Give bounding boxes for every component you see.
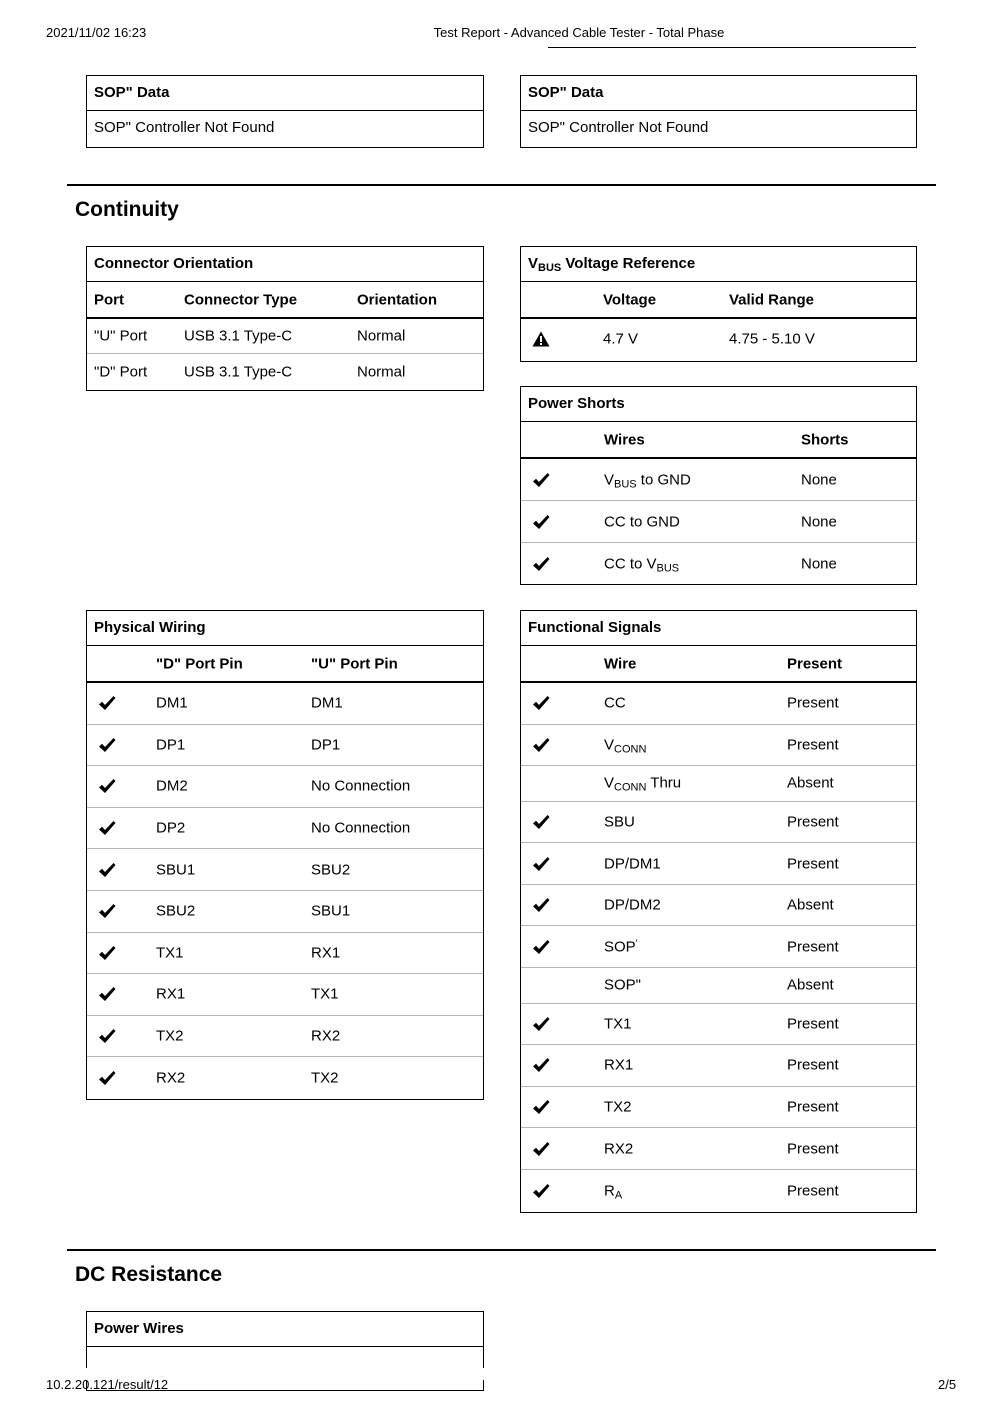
d-port-pin-cell: TX2 (156, 1027, 184, 1045)
vbus-voltage-title (521, 247, 916, 282)
connector-orientation-title: Connector Orientation (87, 247, 483, 282)
col-voltage: Voltage (603, 291, 657, 308)
sop-data-left-text: SOP" Controller Not Found (94, 119, 275, 136)
u-port-pin-cell: DM1 (311, 694, 343, 712)
wire-cell (604, 1140, 633, 1157)
functional-signals-card (520, 610, 917, 1213)
sop-data-right-card (520, 75, 917, 148)
physical-wiring-card (86, 610, 484, 1100)
wire-text: RX1 (604, 1056, 634, 1074)
orientation-cell: Normal (357, 363, 406, 380)
col-d-port-pin: "D" Port Pin (156, 655, 243, 672)
wire-cell (604, 1099, 632, 1116)
present-cell: Present (787, 1182, 839, 1200)
wire-text: SBU (604, 813, 635, 831)
present-cell: Present (787, 938, 839, 956)
wire-superscript: ' (635, 938, 638, 950)
table-row (521, 1128, 916, 1170)
wire-cell (604, 695, 626, 712)
sop-data-left-title: SOP" Data (87, 76, 483, 111)
orientation-cell: Normal (357, 327, 406, 345)
power-shorts-card (520, 386, 917, 585)
connector-orientation-header (87, 282, 483, 319)
table-row (87, 974, 483, 1016)
col-valid-range: Valid Range (729, 291, 815, 308)
voltage-cell: 4.7 V (603, 330, 639, 348)
wire-text: to GND (636, 471, 691, 488)
u-port-pin-cell: RX1 (311, 944, 341, 962)
checkmark-icon (98, 903, 116, 919)
sop-data-left-card (86, 75, 484, 148)
checkmark-icon (98, 862, 116, 878)
continuity-heading: Continuity (75, 198, 179, 221)
wires-cell (604, 556, 679, 573)
dc-resistance-rule (67, 1249, 936, 1251)
wire-text: TX1 (604, 1015, 632, 1033)
physical-wiring-title: Physical Wiring (87, 611, 483, 646)
checkmark-icon (532, 1057, 550, 1073)
power-wires-title: Power Wires (87, 1312, 483, 1347)
u-port-pin-cell: DP1 (311, 736, 341, 754)
table-row (521, 1087, 916, 1129)
wire-text: V (604, 471, 615, 488)
table-row (87, 849, 483, 891)
present-cell: Present (787, 736, 839, 754)
table-row (521, 766, 916, 802)
table-row (87, 933, 483, 975)
wire-text: DP/DM2 (604, 896, 661, 914)
physical-wiring-rows (87, 683, 483, 1099)
wire-cell (604, 1015, 632, 1032)
checkmark-icon (532, 814, 550, 830)
table-row (87, 1016, 483, 1058)
col-orientation: Orientation (357, 291, 438, 308)
checkmark-icon (98, 986, 116, 1002)
title-subscript: BUS (538, 262, 562, 274)
present-cell: Present (787, 855, 839, 873)
physical-wiring-header (87, 646, 483, 683)
d-port-pin-cell: RX1 (156, 985, 186, 1003)
present-cell: Present (787, 1056, 839, 1074)
checkmark-icon (532, 472, 550, 488)
functional-signals-title: Functional Signals (521, 611, 916, 646)
wire-cell (604, 775, 681, 792)
wires-cell: CC to GND (604, 513, 680, 530)
checkmark-icon (532, 695, 550, 711)
table-row (521, 885, 916, 927)
checkmark-icon (98, 1070, 116, 1086)
table-row (521, 501, 916, 543)
checkmark-icon (532, 737, 550, 753)
wire-text: TX2 (604, 1098, 632, 1116)
wire-cell (604, 736, 647, 756)
table-row (87, 891, 483, 933)
d-port-pin-cell: DM2 (156, 777, 188, 795)
connector-type-cell: USB 3.1 Type-C (184, 363, 293, 380)
table-row (87, 354, 483, 389)
shorts-cell: None (801, 555, 837, 573)
checkmark-icon (98, 820, 116, 836)
wire-text: DP/DM1 (604, 855, 661, 873)
d-port-pin-cell: DP1 (156, 736, 186, 754)
u-port-pin-cell: TX1 (311, 985, 339, 1003)
checkmark-icon (98, 1028, 116, 1044)
wire-text: SOP (604, 938, 636, 956)
footer-url: 10.2.20.121/result/12 (46, 1377, 169, 1392)
d-port-pin-cell: DP2 (156, 819, 186, 837)
table-row (521, 1045, 916, 1087)
col-shorts: Shorts (801, 431, 849, 448)
present-cell: Present (787, 694, 839, 712)
checkmark-icon (98, 695, 116, 711)
col-connector-type: Connector Type (184, 291, 298, 308)
checkmark-icon (98, 778, 116, 794)
wire-subscript: CONN (614, 781, 647, 794)
table-row (521, 459, 916, 501)
continuity-rule (67, 184, 936, 186)
col-wires: Wires (604, 431, 645, 448)
d-port-pin-cell: TX1 (156, 944, 184, 962)
table-row (87, 766, 483, 808)
col-port: Port (94, 291, 124, 308)
checkmark-icon (98, 945, 116, 961)
wire-cell (604, 1057, 633, 1074)
port-cell: "U" Port (94, 327, 148, 345)
valid-range-cell: 4.75 - 5.10 V (729, 330, 815, 348)
u-port-pin-cell: TX2 (311, 1069, 339, 1087)
wire-cell (604, 977, 641, 994)
table-row (521, 1170, 916, 1212)
wire-text: RX2 (604, 1140, 634, 1158)
wire-text: V (604, 736, 615, 754)
checkmark-icon (532, 1099, 550, 1115)
table-row (87, 1057, 483, 1099)
u-port-pin-cell: SBU2 (311, 861, 351, 879)
wire-text: CC to V (604, 555, 657, 573)
sop-data-right-text: SOP" Controller Not Found (528, 119, 709, 136)
header-rule (548, 47, 916, 48)
wire-subscript: A (614, 1189, 623, 1202)
wire-text: R (604, 1182, 615, 1200)
table-row (521, 319, 916, 359)
power-shorts-title: Power Shorts (521, 387, 916, 422)
table-row (521, 1004, 916, 1046)
present-cell: Present (787, 1015, 839, 1033)
present-cell: Present (787, 1140, 839, 1158)
table-row (87, 808, 483, 850)
present-cell: Present (787, 1098, 839, 1116)
d-port-pin-cell: SBU1 (156, 861, 196, 879)
wire-subscript: CONN (614, 743, 647, 756)
present-cell: Present (787, 813, 839, 831)
page-number: 2/5 (938, 1377, 957, 1392)
present-cell: Absent (787, 774, 834, 792)
wire-text: SOP" (604, 976, 642, 994)
table-row (521, 683, 916, 725)
d-port-pin-cell: RX2 (156, 1069, 186, 1087)
u-port-pin-cell: No Connection (311, 777, 411, 795)
table-row (87, 683, 483, 725)
u-port-pin-cell: No Connection (311, 819, 411, 837)
checkmark-icon (532, 514, 550, 530)
shorts-cell: None (801, 513, 837, 530)
checkmark-icon (532, 1016, 550, 1032)
sop-data-right-title: SOP" Data (521, 76, 916, 111)
col-present: Present (787, 655, 843, 672)
wire-cell (604, 855, 661, 872)
report-title: Test Report - Advanced Cable Tester - Total Phase (433, 25, 725, 40)
checkmark-icon (532, 939, 550, 955)
table-row (521, 543, 916, 585)
report-datetime: 2021/11/02 16:23 (46, 25, 147, 40)
title-text: Voltage Reference (561, 255, 696, 272)
wire-text: CC (604, 694, 626, 712)
functional-signals-header (521, 646, 916, 683)
wire-cell (604, 1182, 623, 1202)
shorts-cell: None (801, 471, 837, 488)
dc-resistance-heading: DC Resistance (75, 1263, 223, 1286)
table-row (521, 802, 916, 844)
table-row (521, 968, 916, 1004)
checkmark-icon (532, 556, 550, 572)
d-port-pin-cell: DM1 (156, 694, 188, 712)
functional-signals-rows (521, 683, 916, 1212)
wire-text: Thru (646, 774, 682, 792)
warning-triangle-icon (532, 331, 550, 347)
vbus-voltage-header (521, 282, 916, 319)
u-port-pin-cell: RX2 (311, 1027, 341, 1045)
wire-cell (604, 813, 635, 830)
wire-subscript: BUS (614, 478, 637, 490)
d-port-pin-cell: SBU2 (156, 902, 196, 920)
wire-text: V (604, 774, 615, 792)
wires-cell (604, 471, 691, 488)
col-u-port-pin: "U" Port Pin (311, 655, 398, 672)
checkmark-icon (532, 1141, 550, 1157)
table-row (521, 725, 916, 767)
title-text: V (528, 255, 539, 272)
present-cell: Absent (787, 976, 834, 994)
present-cell: Absent (787, 896, 834, 914)
col-wire: Wire (604, 655, 637, 672)
u-port-pin-cell: SBU1 (311, 902, 351, 920)
table-row (521, 843, 916, 885)
wire-cell (604, 938, 638, 955)
checkmark-icon (532, 856, 550, 872)
table-row (521, 926, 916, 968)
power-shorts-header (521, 422, 916, 459)
wire-subscript: BUS (656, 562, 680, 575)
table-row (87, 319, 483, 354)
port-cell: "D" Port (94, 363, 148, 380)
table-row (87, 725, 483, 767)
wire-cell (604, 897, 661, 914)
checkmark-icon (532, 897, 550, 913)
connector-orientation-card (86, 246, 484, 391)
checkmark-icon (98, 737, 116, 753)
vbus-voltage-card (520, 246, 917, 362)
connector-type-cell: USB 3.1 Type-C (184, 327, 293, 345)
checkmark-icon (532, 1183, 550, 1199)
